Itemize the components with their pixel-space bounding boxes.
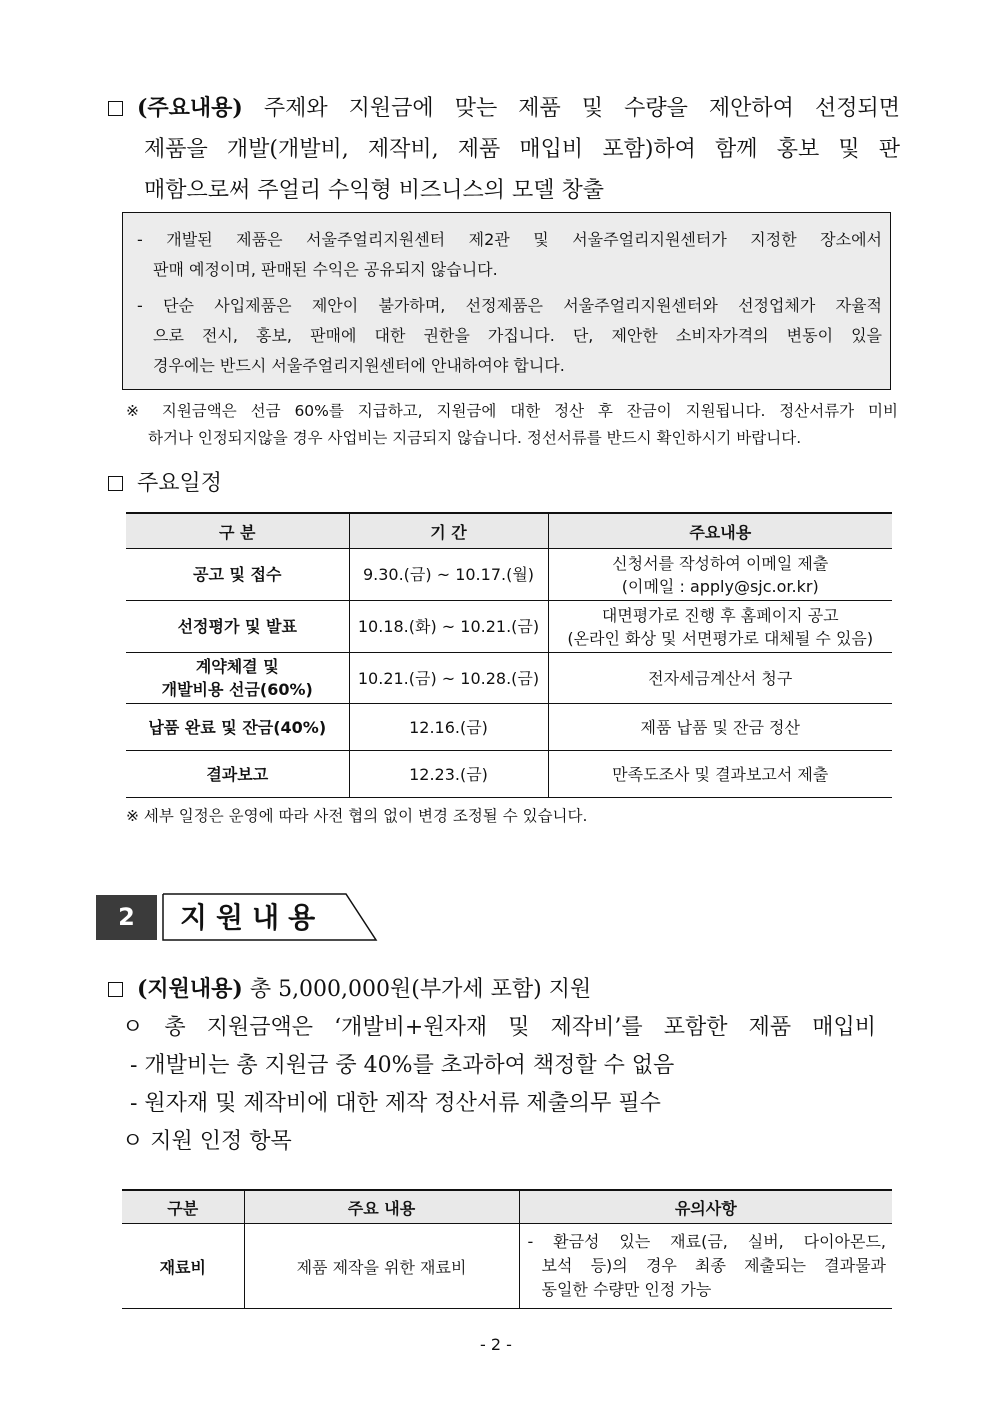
schedule-content: 전자세금계산서 청구	[548, 653, 892, 704]
schedule-content	[548, 601, 892, 653]
schedule-content-line: 신청서를 작성하여 이메일 제출	[612, 553, 829, 573]
schedule-content-line: (온라인 화상 및 서면평가로 대체될 수 있음)	[567, 628, 874, 648]
notice-item-2-line-2: 으로 전시, 홍보, 판매에 대한 권한을 가집니다. 단, 제안한 소비자가격의 변동이 있을	[153, 326, 882, 345]
schedule-category-line: 계약체결 및	[195, 657, 279, 676]
item-category: 재료비	[122, 1224, 244, 1309]
schedule-content: 제품 납품 및 잔금 정산	[548, 704, 892, 751]
schedule-note: ※ 세부 일정은 운영에 따라 사전 협의 없이 변경 조정될 수 있습니다.	[126, 807, 588, 825]
checkbox-square-icon	[108, 982, 123, 997]
checkbox-square-icon	[108, 101, 123, 116]
schedule-period: 12.16.(금)	[349, 704, 548, 751]
checkbox-square-icon	[108, 476, 123, 491]
notice-box	[122, 212, 891, 390]
schedule-category: 납품 완료 및 잔금(40%)	[126, 704, 349, 751]
section-number-badge: 2	[96, 895, 157, 940]
schedule-period: 10.18.(화) ~ 10.21.(금)	[349, 601, 548, 653]
support-label: (지원내용)	[137, 976, 243, 1002]
notice-item-2-line-1: - 단순 사입제품은 제안이 불가하며, 선정제품은 서울주얼리지원센터와 선정업체가 자율적	[137, 296, 882, 315]
notice-item-1-line-2: 판매 예정이며, 판매된 수익은 공유되지 않습니다.	[153, 260, 498, 279]
main-content-line-2: 제품을 개발(개발비, 제작비, 제품 매입비 포함)하여 함께 홍보 및 판	[144, 137, 900, 162]
support-dash-1: - 개발비는 총 지원금 중 40%를 초과하여 책정할 수 없음	[130, 1053, 675, 1078]
caution-line: 보석 등)의 경우 최종 제출되는 결과물과	[541, 1256, 886, 1275]
support-bullet-1: ㅇ 총 지원금액은 ‘개발비+원자재 및 제작비’를 포함한 제품 매입비	[122, 1015, 876, 1040]
column-header: 구 분	[126, 513, 349, 549]
schedule-table	[126, 512, 892, 798]
schedule-period: 12.23.(금)	[349, 751, 548, 798]
payment-note-line-1: ※ 지원금액은 선금 60%를 지급하고, 지원금에 대한 정산 후 잔금이 지원됩니다. 정산서류가 미비	[126, 402, 898, 420]
payment-note	[126, 398, 898, 452]
column-header: 유의사항	[519, 1190, 892, 1224]
schedule-heading-text: 주요일정	[137, 471, 223, 496]
notice-item-1-line-1: - 개발된 제품은 서울주얼리지원센터 제2관 및 서울주얼리지원센터가 지정한 장소에서	[137, 230, 882, 249]
column-header: 구분	[122, 1190, 244, 1224]
table-header-row	[126, 513, 892, 549]
table-row	[126, 601, 892, 653]
table-row	[126, 751, 892, 798]
item-caution	[519, 1224, 892, 1309]
schedule-category: 공고 및 접수	[126, 549, 349, 601]
schedule-category: 선정평가 및 발표	[126, 601, 349, 653]
table-row	[126, 653, 892, 704]
column-header: 주요 내용	[244, 1190, 519, 1224]
schedule-period: 9.30.(금) ~ 10.17.(월)	[349, 549, 548, 601]
main-content-text: 주제와 지원금에 맞는 제품 및 수량을 제안하여 선정되면	[242, 96, 900, 121]
support-amount-text: 총 5,000,000원(부가세 포함) 지원	[242, 977, 592, 1002]
main-content-label: (주요내용)	[137, 95, 243, 121]
schedule-content-line: 대면평가로 진행 후 홈페이지 공고	[601, 605, 839, 625]
support-dash-2: - 원자재 및 제작비에 대한 제작 정산서류 제출의무 필수	[130, 1091, 661, 1116]
table-row	[126, 549, 892, 601]
schedule-heading	[108, 466, 222, 497]
schedule-category-line: 개발비용 선금(60%)	[161, 680, 313, 699]
payment-note-line-2: 하거나 인정되지않을 경우 사업비는 지금되지 않습니다. 정선서류를 반드시 확인하시기 바랍니다.	[148, 429, 802, 447]
support-content	[108, 970, 888, 1161]
main-content-paragraph	[108, 88, 900, 211]
item-content: 제품 제작을 위한 재료비	[244, 1224, 519, 1309]
schedule-period: 10.21.(금) ~ 10.28.(금)	[349, 653, 548, 704]
caution-line: 동일한 수량만 인정 가능	[541, 1280, 712, 1299]
schedule-content	[548, 549, 892, 601]
column-header: 기 간	[349, 513, 548, 549]
support-items-table	[122, 1189, 892, 1309]
table-row	[126, 704, 892, 751]
notice-item-2-line-3: 경우에는 반드시 서울주얼리지원센터에 안내하여야 합니다.	[153, 356, 565, 375]
schedule-category	[126, 653, 349, 704]
page-number: - 2 -	[480, 1335, 512, 1354]
schedule-content: 만족도조사 및 결과보고서 제출	[548, 751, 892, 798]
caution-line: - 환금성 있는 재료(금, 실버, 다이아몬드,	[527, 1232, 886, 1251]
section-title: 지원내용	[180, 901, 325, 934]
table-header-row	[122, 1190, 892, 1224]
schedule-category: 결과보고	[126, 751, 349, 798]
main-content-line-3: 매함으로써 주얼리 수익형 비즈니스의 모델 창출	[144, 178, 605, 203]
table-row	[122, 1224, 892, 1309]
column-header: 주요내용	[548, 513, 892, 549]
schedule-content-line: (이메일 : apply@sjc.or.kr)	[621, 576, 819, 596]
support-bullet-2: ㅇ 지원 인정 항목	[122, 1129, 292, 1154]
